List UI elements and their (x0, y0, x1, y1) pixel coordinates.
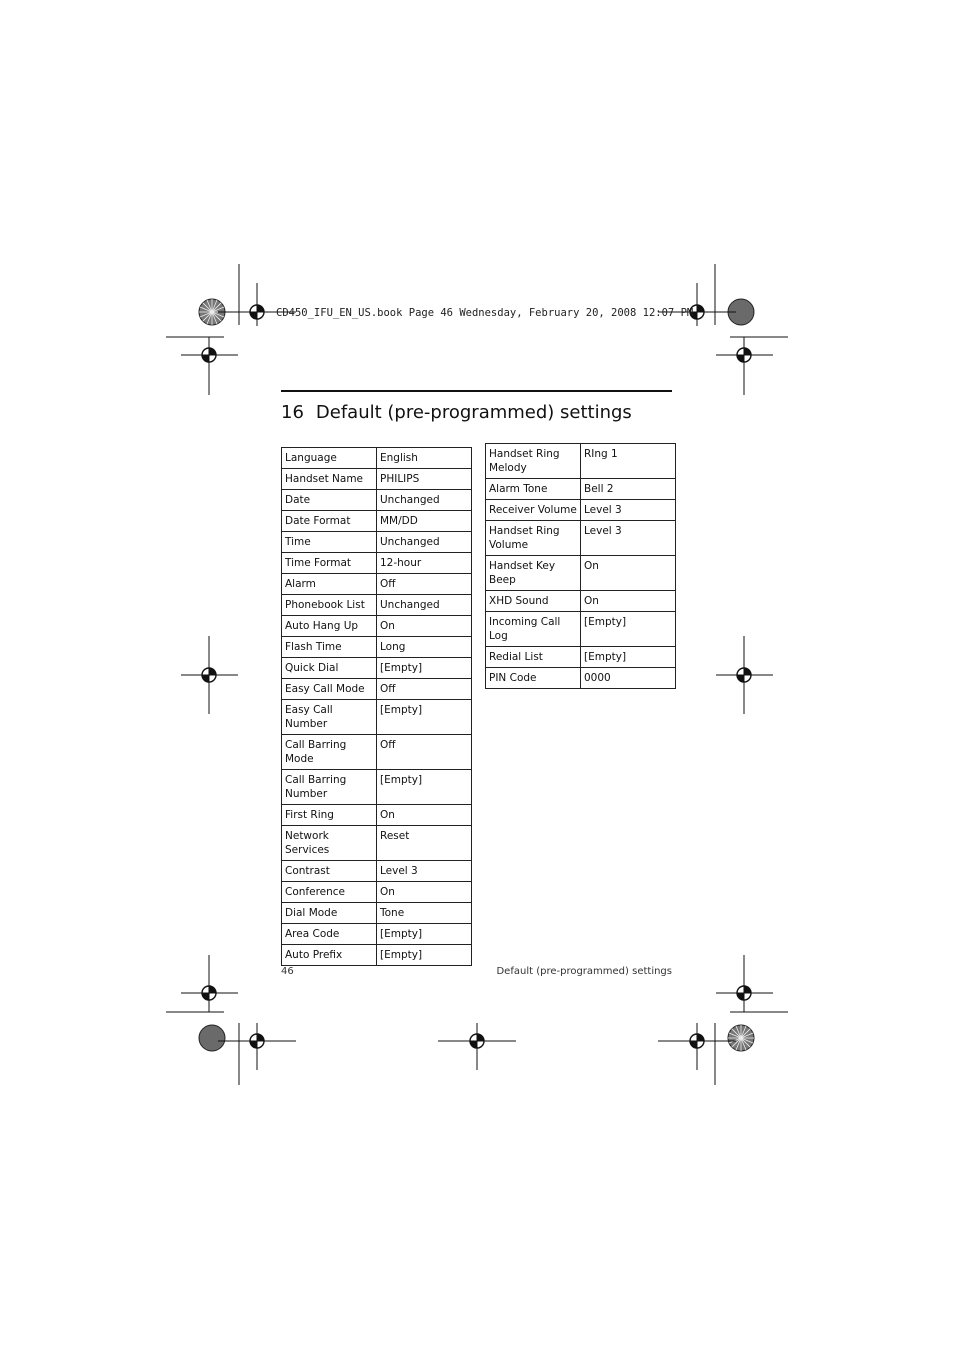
table-row (282, 490, 472, 511)
table-row (282, 882, 472, 903)
setting-name: Handset Ring Volume (486, 521, 581, 556)
section-number: 16 (281, 402, 304, 423)
table-row (282, 658, 472, 679)
table-row (282, 945, 472, 966)
setting-name: Call Barring Mode (282, 735, 377, 770)
section-title-text: Default (pre-programmed) settings (315, 402, 632, 423)
setting-value: [Empty] (377, 700, 472, 735)
setting-name: Dial Mode (282, 903, 377, 924)
setting-value: [Empty] (377, 945, 472, 966)
setting-value: On (377, 805, 472, 826)
table-row (282, 861, 472, 882)
table-row (486, 521, 676, 556)
setting-name: Handset Ring Melody (486, 444, 581, 479)
table-row (282, 770, 472, 805)
table-row (282, 637, 472, 658)
footer-section-name: Default (pre-programmed) settings (496, 966, 672, 977)
setting-name: Language (282, 448, 377, 469)
setting-name: XHD Sound (486, 591, 581, 612)
setting-value: 12-hour (377, 553, 472, 574)
setting-name: Quick Dial (282, 658, 377, 679)
setting-value: Unchanged (377, 490, 472, 511)
table-row (282, 448, 472, 469)
table-row (282, 511, 472, 532)
setting-name: Date (282, 490, 377, 511)
setting-value: PHILIPS (377, 469, 472, 490)
setting-name: Contrast (282, 861, 377, 882)
setting-name: Phonebook List (282, 595, 377, 616)
setting-value: Tone (377, 903, 472, 924)
setting-value: Long (377, 637, 472, 658)
setting-name: First Ring (282, 805, 377, 826)
table-row (486, 556, 676, 591)
setting-value: On (581, 591, 676, 612)
setting-name: Alarm (282, 574, 377, 595)
table-row (486, 479, 676, 500)
settings-table-left (281, 447, 472, 966)
page-number: 46 (281, 966, 294, 977)
table-row (486, 612, 676, 647)
table-row (282, 735, 472, 770)
table-row (486, 668, 676, 689)
setting-name: Time (282, 532, 377, 553)
setting-name: Handset Name (282, 469, 377, 490)
setting-value: Bell 2 (581, 479, 676, 500)
section-title (281, 402, 632, 423)
table-row (282, 805, 472, 826)
table-row (486, 647, 676, 668)
setting-name: Easy Call Number (282, 700, 377, 735)
setting-name: Handset Key Beep (486, 556, 581, 591)
setting-value: Level 3 (581, 500, 676, 521)
setting-name: Incoming Call Log (486, 612, 581, 647)
table-row (282, 469, 472, 490)
setting-value: Unchanged (377, 595, 472, 616)
setting-value: On (581, 556, 676, 591)
setting-value: Off (377, 735, 472, 770)
setting-name: Time Format (282, 553, 377, 574)
setting-name: Call Barring Number (282, 770, 377, 805)
setting-name: Auto Hang Up (282, 616, 377, 637)
table-row (282, 826, 472, 861)
table-row (282, 903, 472, 924)
setting-name: Receiver Volume (486, 500, 581, 521)
table-row (282, 616, 472, 637)
setting-name: Redial List (486, 647, 581, 668)
setting-name: Conference (282, 882, 377, 903)
setting-name: Network Services (282, 826, 377, 861)
setting-name: PIN Code (486, 668, 581, 689)
setting-value: [Empty] (581, 612, 676, 647)
print-slug: CD450_IFU_EN_US.book Page 46 Wednesday, February 20, 2008 12:07 PM (276, 307, 694, 319)
setting-value: [Empty] (377, 924, 472, 945)
setting-value: Off (377, 574, 472, 595)
setting-name: Flash Time (282, 637, 377, 658)
setting-value: 0000 (581, 668, 676, 689)
setting-name: Date Format (282, 511, 377, 532)
table-row (486, 444, 676, 479)
table-row (486, 591, 676, 612)
setting-name: Alarm Tone (486, 479, 581, 500)
setting-name: Auto Prefix (282, 945, 377, 966)
setting-value: Level 3 (377, 861, 472, 882)
table-row (282, 574, 472, 595)
setting-value: Reset (377, 826, 472, 861)
setting-value: [Empty] (377, 658, 472, 679)
heading-rule (281, 390, 672, 392)
table-row (282, 924, 472, 945)
setting-value: RIng 1 (581, 444, 676, 479)
setting-value: [Empty] (581, 647, 676, 668)
settings-table-right (485, 443, 676, 689)
table-row (282, 553, 472, 574)
setting-value: English (377, 448, 472, 469)
setting-value: Unchanged (377, 532, 472, 553)
table-row (282, 595, 472, 616)
setting-value: MM/DD (377, 511, 472, 532)
setting-value: On (377, 616, 472, 637)
setting-value: [Empty] (377, 770, 472, 805)
table-row (282, 679, 472, 700)
table-row (486, 500, 676, 521)
setting-value: On (377, 882, 472, 903)
setting-name: Easy Call Mode (282, 679, 377, 700)
table-row (282, 700, 472, 735)
table-row (282, 532, 472, 553)
setting-name: Area Code (282, 924, 377, 945)
setting-value: Level 3 (581, 521, 676, 556)
setting-value: Off (377, 679, 472, 700)
